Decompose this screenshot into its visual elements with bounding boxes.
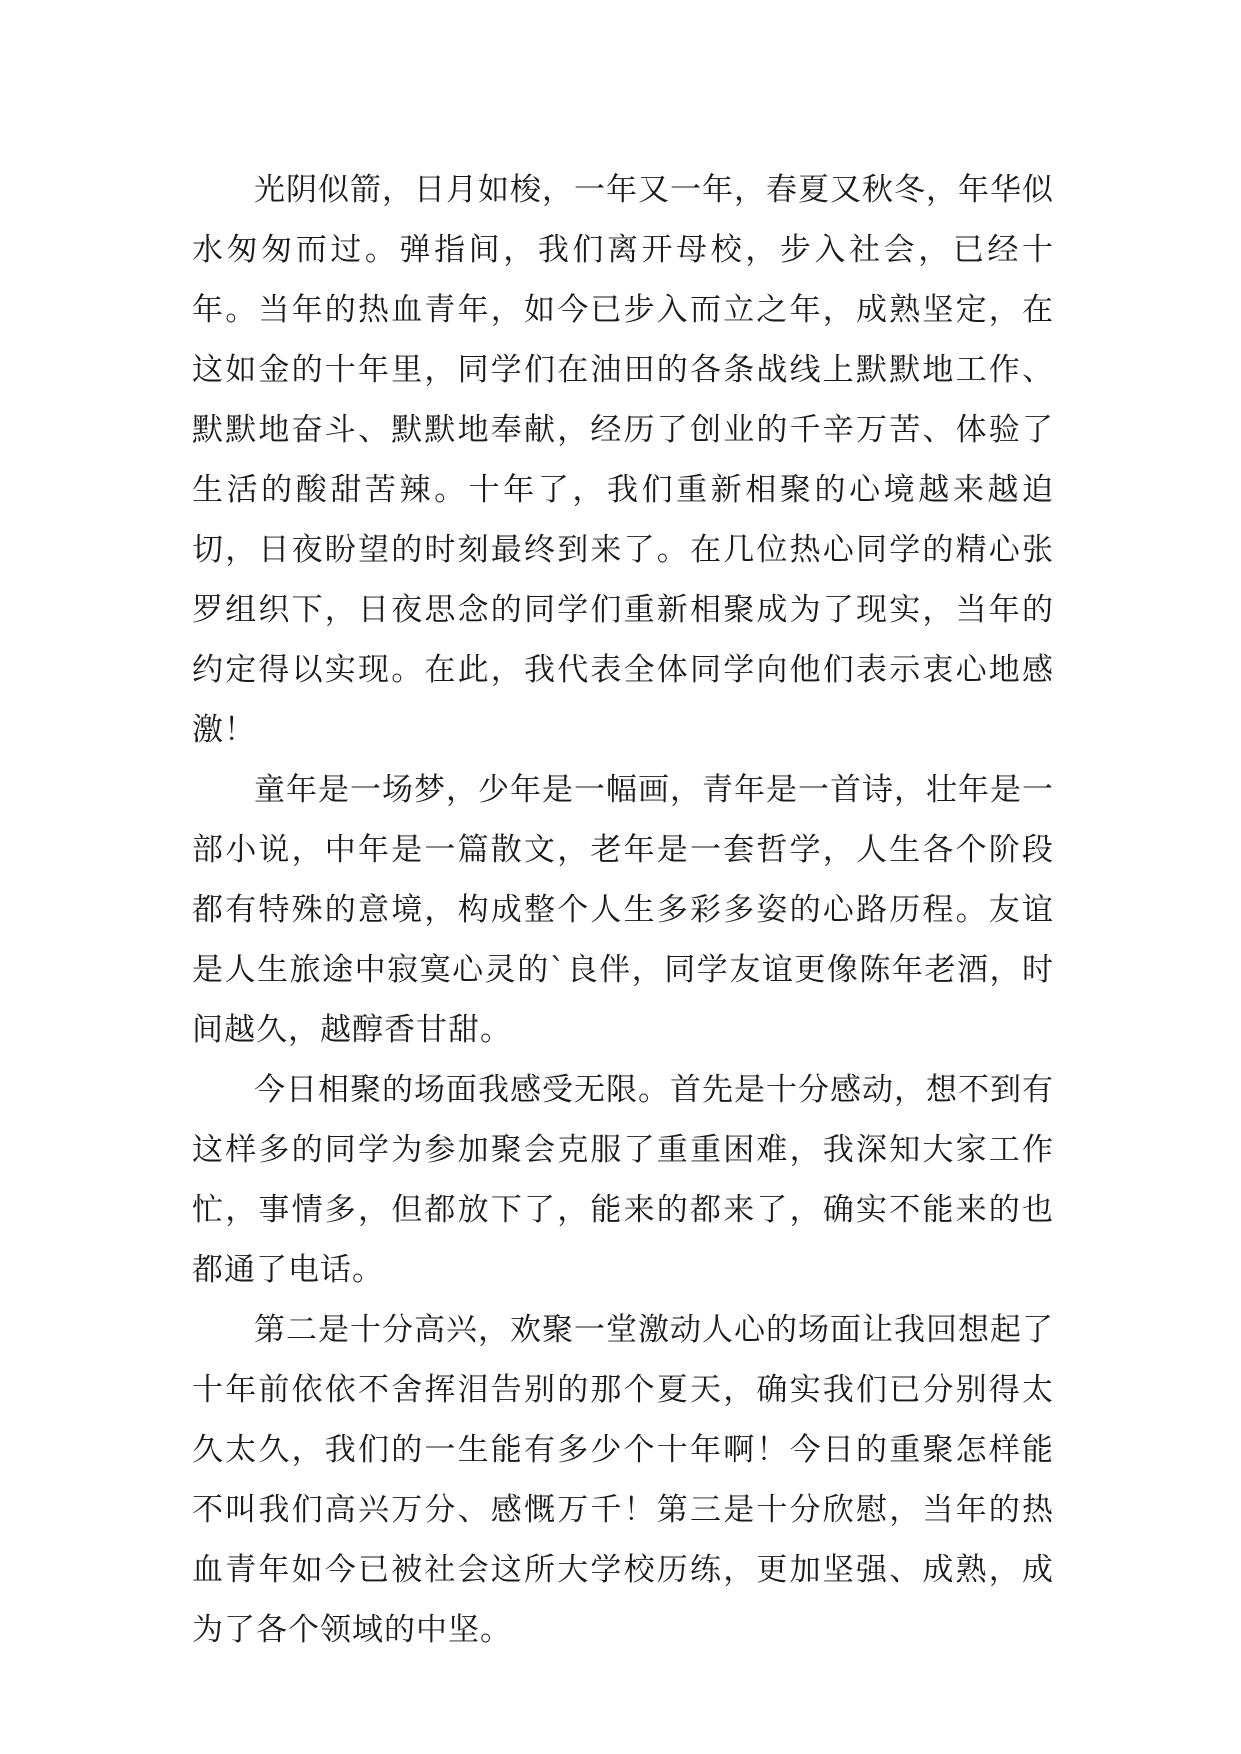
document-body <box>192 160 1054 1660</box>
paragraph-1: 光阴似箭，日月如梭，一年又一年，春夏又秋冬，年华似水匆匆而过。弹指间，我们离开母校，步入社会，已经十年。当年的热血青年，如今已步入而立之年，成熟坚定，在这如金的十年里，同学们在油田的各条战线上默默地工作、默默地奋斗、默默地奉献，经历了创业的千辛万苦、体验了生活的酸甜苦辣。十年了，我们重新相聚的心境越来越迫切，日夜盼望的时刻最终到来了。在几位热心同学的精心张罗组织下，日夜思念的同学们重新相聚成为了现实，当年的约定得以实现。在此，我代表全体同学向他们表示衷心地感激！ <box>192 172 1054 748</box>
paragraph-3: 今日相聚的场面我感受无限。首先是十分感动，想不到有这样多的同学为参加聚会克服了重重困难，我深知大家工作忙，事情多，但都放下了，能来的都来了，确实不能来的也都通了电话。 <box>192 1072 1054 1288</box>
paragraph-4: 第二是十分高兴，欢聚一堂激动人心的场面让我回想起了十年前依依不舍挥泪告别的那个夏天，确实我们已分别得太久太久，我们的一生能有多少个十年啊！今日的重聚怎样能不叫我们高兴万分、感慨万千！第三是十分欣慰，当年的热血青年如今已被社会这所大学校历练，更加坚强、成熟，成为了各个领域的中坚。 <box>192 1312 1054 1648</box>
paragraph-2: 童年是一场梦，少年是一幅画，青年是一首诗，壮年是一部小说，中年是一篇散文，老年是一套哲学，人生各个阶段都有特殊的意境，构成整个人生多彩多姿的心路历程。友谊是人生旅途中寂寞心灵的`良伴，同学友谊更像陈年老酒，时间越久，越醇香甘甜。 <box>192 772 1054 1048</box>
